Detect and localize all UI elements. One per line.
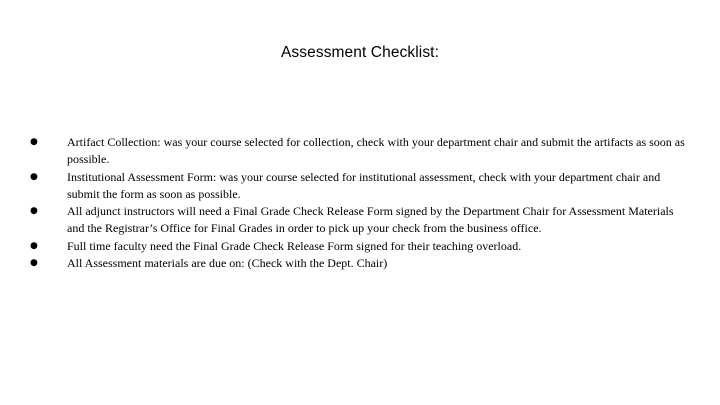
checklist-item	[28, 134, 693, 169]
checklist-item-text: All adjunct instructors will need a Final Grade Check Release Form signed by the Department Chair for Assessment Materials and the Registrar’s Office for Final Grades in order to pick up your check from the business office.	[67, 204, 674, 236]
checklist-item-text: Institutional Assessment Form: was your course selected for institutional assessment, check with your department chair and submit the form as soon as possible.	[67, 169, 661, 201]
bullet-icon: ●	[30, 206, 38, 217]
checklist	[28, 134, 693, 272]
bullet-icon: ●	[30, 240, 38, 251]
checklist-item-text: All Assessment materials are due on: (Check with the Dept. Chair)	[67, 256, 388, 271]
bullet-icon: ●	[30, 137, 38, 147]
checklist-item	[28, 238, 693, 255]
checklist-item	[28, 255, 693, 272]
checklist-item-text: Artifact Collection: was your course selected for collection, check with your department chair and submit the artifacts as soon as possible.	[67, 135, 685, 167]
bullet-icon: ●	[30, 258, 38, 269]
slide-title: Assessment Checklist:	[280, 44, 439, 61]
checklist-item-text: Full time faculty need the Final Grade Check Release Form signed for their teaching overload.	[67, 238, 522, 253]
bullet-icon: ●	[30, 171, 38, 182]
checklist-item	[28, 203, 693, 238]
checklist-item	[28, 169, 693, 204]
